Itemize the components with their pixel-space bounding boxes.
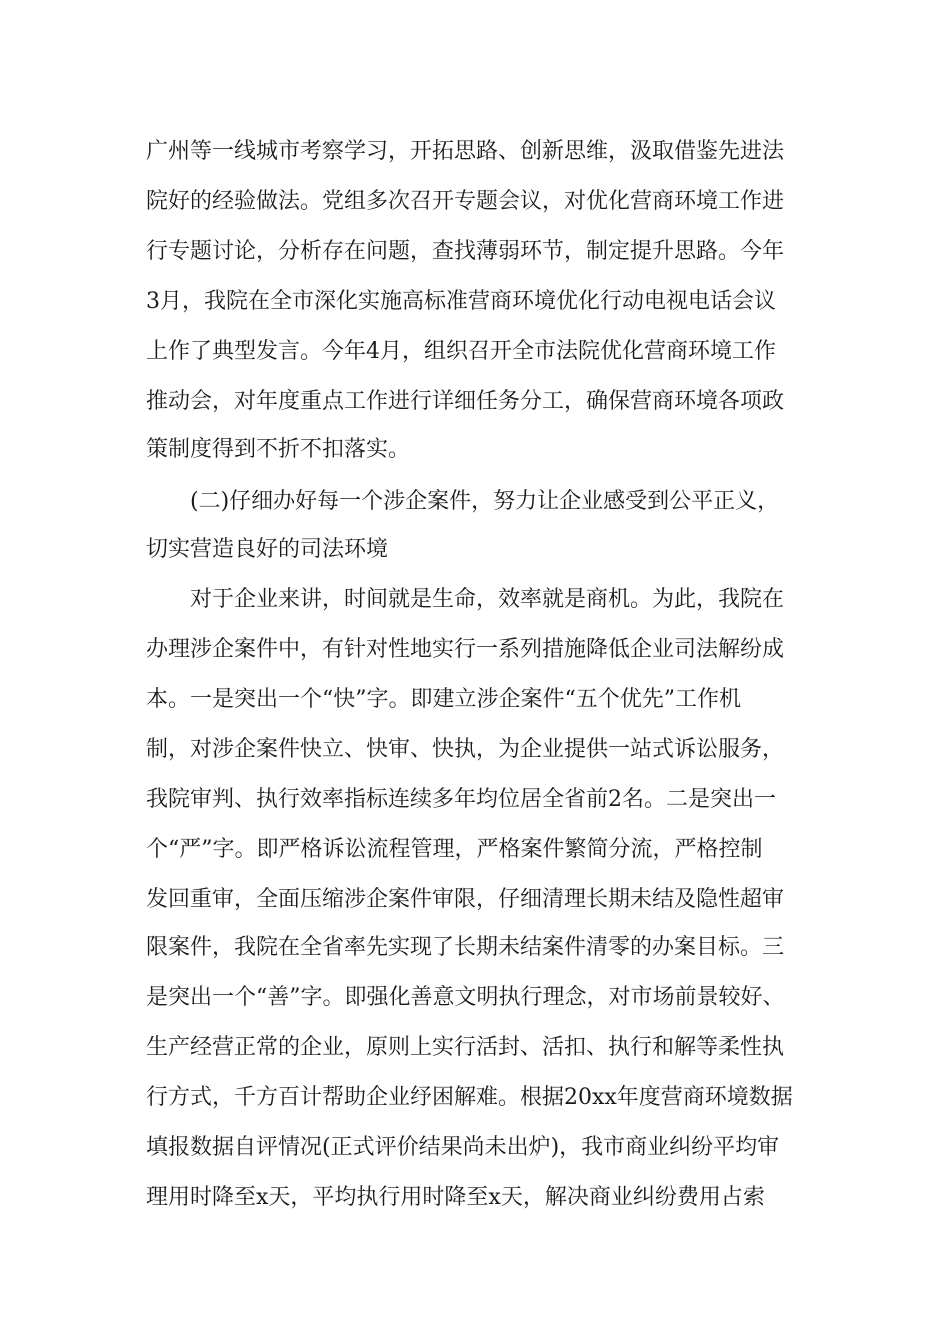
text-line-12: 本。一是突出一个“快”字。即建立涉企案件“五个优先”工作机 bbox=[146, 687, 741, 712]
text-line-15: 个“严”字。即严格诉讼流程管理，严格案件繁简分流，严格控制 bbox=[146, 837, 763, 862]
section-heading-line-1: (二)仔细办好每一个涉企案件，努力让企业感受到公平正义， bbox=[190, 489, 780, 514]
text-line-14: 我院审判、执行效率指标连续多年均位居全省前2名。二是突出一 bbox=[146, 787, 776, 812]
text-line-4: 3月，我院在全市深化实施高标准营商环境优化行动电视电话会议 bbox=[146, 289, 776, 314]
text-line-20: 行方式，千方百计帮助企业纾困解难。根据20xx年度营商环境数据 bbox=[146, 1085, 793, 1110]
text-line-10: 对于企业来讲，时间就是生命，效率就是商机。为此，我院在 bbox=[190, 587, 785, 612]
text-line-11: 办理涉企案件中，有针对性地实行一系列措施降低企业司法解纷成 bbox=[146, 637, 785, 662]
text-line-21: 填报数据自评情况(正式评价结果尚未出炉)，我市商业纠纷平均审 bbox=[146, 1135, 780, 1160]
text-line-16: 发回重审，全面压缩涉企案件审限，仔细清理长期未结及隐性超审 bbox=[146, 887, 785, 912]
text-line-2: 院好的经验做法。党组多次召开专题会议，对优化营商环境工作进 bbox=[146, 189, 785, 214]
text-line-1: 广州等一线城市考察学习，开拓思路、创新思维，汲取借鉴先进法 bbox=[146, 139, 785, 164]
text-line-17: 限案件，我院在全省率先实现了长期未结案件清零的办案目标。三 bbox=[146, 935, 785, 960]
text-line-5: 上作了典型发言。今年4月，组织召开全市法院优化营商环境工作 bbox=[146, 339, 776, 364]
text-line-22: 理用时降至x天，平均执行用时降至x天，解决商业纠纷费用占索 bbox=[146, 1185, 765, 1210]
text-line-19: 生产经营正常的企业，原则上实行活封、活扣、执行和解等柔性执 bbox=[146, 1035, 785, 1060]
text-line-13: 制，对涉企案件快立、快审、快执，为企业提供一站式诉讼服务， bbox=[146, 737, 785, 762]
text-line-18: 是突出一个“善”字。即强化善意文明执行理念，对市场前景较好、 bbox=[146, 985, 785, 1010]
text-line-6: 推动会，对年度重点工作进行详细任务分工，确保营商环境各项政 bbox=[146, 389, 785, 414]
text-line-3: 行专题讨论，分析存在问题，查找薄弱环节，制定提升思路。今年 bbox=[146, 239, 785, 264]
section-heading-line-2: 切实营造良好的司法环境 bbox=[146, 537, 389, 562]
text-line-7: 策制度得到不折不扣落实。 bbox=[146, 437, 411, 462]
